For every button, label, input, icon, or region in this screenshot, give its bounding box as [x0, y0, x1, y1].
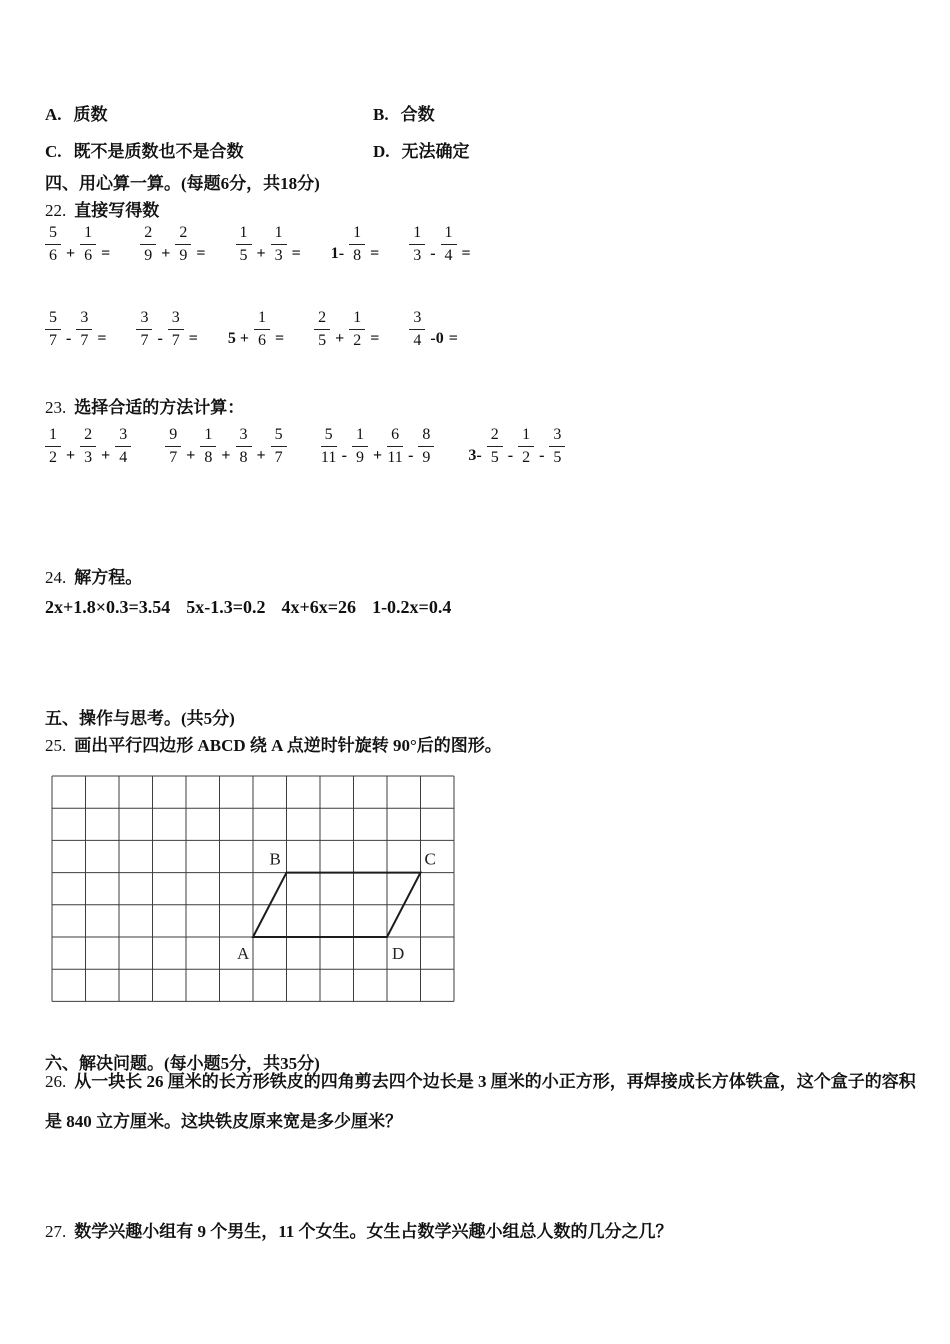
fraction-numerator: 1 [236, 225, 252, 245]
fraction-numerator: 5 [271, 427, 287, 447]
math-operator: = [370, 330, 380, 348]
q26-text [45, 1062, 917, 1142]
q27-text [45, 1212, 917, 1252]
q26-body: 从一块长 26 厘米的长方形铁皮的四角剪去四个边长是 3 厘米的小正方形，再焊接成长方体铁盒，这个盒子的容积是 840 立方厘米。这块铁皮原来宽是多少厘米？ [45, 1072, 916, 1131]
fraction-numerator: 2 [175, 225, 191, 245]
fraction [236, 225, 252, 264]
fraction-denominator: 9 [355, 449, 364, 466]
fraction-denominator: 2 [522, 449, 531, 466]
fraction-numerator: 1 [352, 427, 368, 447]
fraction-denominator: 4 [444, 247, 453, 264]
fraction-denominator: 9 [144, 247, 153, 264]
math-operator: = [196, 245, 206, 263]
fraction [321, 427, 337, 466]
math-operator: + [101, 447, 111, 465]
fraction-denominator: 7 [49, 332, 57, 349]
q22-row1 [45, 225, 471, 264]
fraction-numerator: 3 [236, 427, 252, 447]
fraction-denominator: 5 [239, 247, 248, 264]
fraction [549, 427, 565, 466]
math-expression [45, 310, 106, 349]
fraction-denominator: 4 [413, 332, 422, 349]
fraction [45, 427, 61, 466]
fraction [45, 310, 61, 349]
math-operator: + [186, 447, 196, 465]
fraction-numerator: 5 [45, 225, 61, 245]
fraction [136, 310, 152, 349]
choice-option-a [45, 100, 108, 125]
fraction [518, 427, 534, 466]
fraction [236, 427, 252, 466]
math-expression [140, 225, 205, 264]
math-expression [136, 310, 197, 349]
fraction-numerator: 1 [441, 225, 457, 245]
equation: 4x+6x=26 [281, 597, 357, 617]
fraction [487, 427, 503, 466]
fraction-numerator: 3 [136, 310, 152, 330]
math-expression [409, 310, 457, 349]
fraction-numerator: 5 [321, 427, 337, 447]
math-operator: = [97, 330, 107, 348]
fraction [76, 310, 92, 349]
fraction [409, 225, 425, 264]
math-operator: + [66, 245, 76, 263]
q24-number: 24. [45, 568, 67, 587]
fraction-denominator: 8 [353, 247, 362, 264]
vertex-label-d: D [391, 943, 405, 963]
q23-expressions [45, 427, 565, 466]
fraction-numerator: 1 [349, 225, 365, 245]
fraction-denominator: 7 [169, 449, 178, 466]
math-operator: - [341, 447, 347, 465]
option-text: 无法确定 [401, 142, 470, 161]
q25-grid-figure [51, 775, 455, 1002]
fraction-denominator: 9 [422, 449, 431, 466]
math-operator: = [275, 330, 285, 348]
math-operator: - [539, 447, 545, 465]
fraction-numerator: 2 [140, 225, 156, 245]
fraction-numerator: 3 [549, 427, 565, 447]
option-text: 合数 [400, 105, 435, 124]
fraction-denominator: 5 [553, 449, 562, 466]
q25-header [45, 731, 502, 756]
fraction-numerator: 3 [76, 310, 92, 330]
math-operator: - [157, 330, 163, 348]
section6-title: 六、解决问题。(每小题5分，共35分) [45, 1054, 320, 1073]
math-operator: + [256, 245, 266, 263]
q24-title: 解方程。 [74, 568, 143, 587]
fraction-numerator: 3 [115, 427, 131, 447]
math-expression [45, 225, 110, 264]
grid-figure-svg [51, 775, 455, 1002]
math-expression [165, 427, 286, 466]
option-text: 既不是质数也不是合数 [73, 142, 244, 161]
fraction [45, 225, 61, 264]
fraction-denominator: 2 [49, 449, 57, 466]
fraction [115, 427, 131, 466]
fraction-numerator: 1 [254, 310, 270, 330]
fraction [200, 427, 216, 466]
math-operator: + [161, 245, 171, 263]
fraction [165, 427, 181, 466]
equation: 5x-1.3=0.2 [186, 597, 266, 617]
math-expression [321, 427, 435, 466]
fraction [352, 427, 368, 466]
math-operator: - [66, 330, 72, 348]
fraction-numerator: 8 [418, 427, 434, 447]
fraction-denominator: 5 [318, 332, 327, 349]
q24-equations [45, 597, 451, 618]
q22-title: 直接写得数 [74, 201, 160, 220]
option-letter: A. [45, 105, 62, 124]
fraction [271, 225, 287, 264]
fraction-denominator: 11 [320, 449, 337, 466]
fraction [409, 310, 425, 349]
fraction [349, 310, 365, 349]
math-number: 1- [330, 245, 345, 263]
fraction-denominator: 6 [258, 332, 267, 349]
equation: 2x+1.8×0.3=3.54 [45, 597, 171, 617]
choice-option-c [45, 137, 244, 162]
math-operator: + [66, 447, 76, 465]
math-operator: - [408, 447, 414, 465]
math-operator: = [291, 245, 301, 263]
fraction [80, 225, 96, 264]
math-operator: - [430, 245, 436, 263]
fraction-denominator: 7 [171, 332, 180, 349]
fraction-denominator: 11 [387, 449, 403, 466]
fraction-denominator: 7 [80, 332, 89, 349]
fraction [175, 225, 191, 264]
math-operator: = [461, 245, 471, 263]
fraction-denominator: 9 [179, 247, 188, 264]
fraction-denominator: 6 [49, 247, 57, 264]
fraction-numerator: 2 [487, 427, 503, 447]
math-expression [409, 225, 470, 264]
option-letter: C. [45, 142, 62, 161]
math-number: 3- [468, 447, 482, 465]
equation: 1-0.2x=0.4 [372, 597, 452, 617]
fraction-numerator: 9 [165, 427, 181, 447]
q22-number: 22. [45, 201, 67, 220]
fraction-denominator: 6 [84, 247, 93, 264]
fraction-numerator: 3 [168, 310, 184, 330]
fraction-denominator: 8 [204, 449, 213, 466]
fraction [349, 225, 365, 264]
fraction-denominator: 5 [490, 449, 499, 466]
vertex-label-c: C [424, 849, 436, 869]
option-text: 质数 [73, 105, 108, 124]
fraction-numerator: 6 [387, 427, 403, 447]
fraction [271, 427, 287, 466]
math-expression [331, 225, 379, 264]
math-operator: = [370, 245, 380, 263]
math-expression [468, 427, 565, 466]
fraction-numerator: 1 [80, 225, 96, 245]
fraction-denominator: 3 [84, 449, 93, 466]
q23-header [45, 393, 244, 418]
choice-option-b [373, 100, 435, 125]
fraction-numerator: 1 [200, 427, 216, 447]
fraction-denominator: 8 [239, 449, 248, 466]
vertex-label-b: B [269, 849, 281, 869]
math-operator: + [256, 447, 266, 465]
q27-body: 数学兴趣小组有 9 个男生，11 个女生。女生占数学兴趣小组总人数的几分之几？ [74, 1222, 673, 1241]
fraction-numerator: 1 [409, 225, 425, 245]
fraction-denominator: 7 [274, 449, 283, 466]
fraction [140, 225, 156, 264]
q24-header [45, 563, 142, 588]
choice-option-d [373, 137, 470, 162]
fraction-numerator: 2 [314, 310, 330, 330]
option-letter: B. [373, 105, 389, 124]
fraction-numerator: 2 [80, 427, 96, 447]
fraction-denominator: 2 [353, 332, 362, 349]
math-expression [236, 225, 301, 264]
fraction [387, 427, 403, 466]
math-expression [228, 310, 284, 349]
fraction-denominator: 3 [274, 247, 283, 264]
q23-number: 23. [45, 398, 67, 417]
math-operator: + [372, 447, 383, 465]
fraction-numerator: 1 [518, 427, 534, 447]
fraction-denominator: 4 [119, 449, 128, 466]
math-operator: + [221, 447, 231, 465]
math-number: -0 [430, 330, 444, 348]
fraction-numerator: 1 [349, 310, 365, 330]
q22-row2 [45, 310, 458, 349]
q23-title: 选择合适的方法计算： [74, 398, 245, 417]
fraction-numerator: 1 [45, 427, 61, 447]
section4-title: 四、用心算一算。(每题6分，共18分) [45, 174, 320, 193]
math-operator: = [101, 245, 111, 263]
fraction-numerator: 3 [409, 310, 425, 330]
q26-number: 26. [45, 1072, 67, 1091]
math-expression [314, 310, 379, 349]
section5-title: 五、操作与思考。(共5分) [45, 709, 235, 728]
fraction-numerator: 1 [271, 225, 287, 245]
fraction-denominator: 7 [140, 332, 149, 349]
fraction [80, 427, 96, 466]
vertex-label-a: A [237, 943, 250, 963]
fraction [314, 310, 330, 349]
math-operator: = [188, 330, 198, 348]
math-number: 5 + [227, 330, 250, 348]
fraction [441, 225, 457, 264]
fraction [168, 310, 184, 349]
fraction-numerator: 5 [45, 310, 61, 330]
math-operator: = [448, 330, 458, 348]
option-letter: D. [373, 142, 390, 161]
math-operator: + [335, 330, 345, 348]
math-expression [45, 427, 131, 466]
q27-number: 27. [45, 1222, 67, 1241]
fraction-denominator: 3 [413, 247, 422, 264]
q25-title: 画出平行四边形 ABCD 绕 A 点逆时针旋转 90°后的图形。 [74, 736, 502, 755]
fraction [418, 427, 434, 466]
fraction [254, 310, 270, 349]
math-operator: - [507, 447, 514, 465]
q25-number: 25. [45, 736, 67, 755]
q22-header [45, 196, 159, 221]
